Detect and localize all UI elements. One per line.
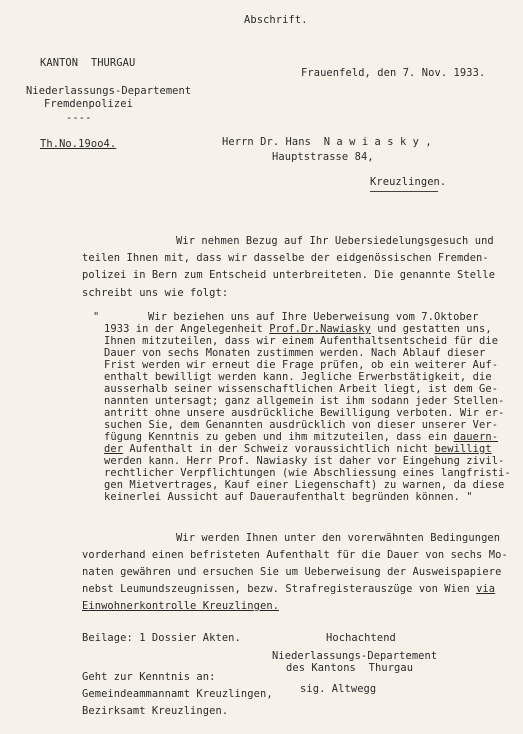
quote-line: Ihnen mitzuteilen, dass wir einem Aufenthaltsentscheid für die (104, 335, 499, 347)
closing-line: naten gewähren und ersuchen Sie um Ueberweisung der Ausweispapiere (82, 566, 502, 578)
closing-line: Einwohnerkontrolle Kreuzlingen. (82, 600, 280, 612)
department-name: Niederlassungs-Departement (26, 85, 192, 97)
reference-number: Th.No.19oo4. (40, 138, 117, 150)
quote-line: nannten untersagt; ganz allgemein ist ihm sodann jeder Stellen- (104, 395, 505, 407)
signature-canton: des Kantons Thurgau (286, 662, 414, 674)
intro-line: Wir nehmen Bezug auf Ihr Uebersiedelungsgesuch und (176, 235, 494, 247)
quote-line: enthalt bewilligt werden kann. Jegliche Erwerbstätigkeit, die (104, 371, 492, 383)
quote-line: der Aufenthalt in der Schweiz voraussichtlich nicht bewilligt (104, 443, 492, 455)
intro-line: teilen Ihnen mit, dass wir dasselbe der eidgenössischen Fremden- (82, 252, 489, 264)
quote-line: rechtlicher Verpflichtungen (wie Abschliessung eines langfristi- (104, 467, 511, 479)
signature: sig. Altwegg (300, 683, 377, 695)
intro-line: polizei in Bern zum Entscheid unterbreiteten. Die genannte Stelle (82, 269, 496, 281)
quote-line: 1933 in der Angelegenheit Prof.Dr.Nawiasky und gestatten uns, (104, 323, 492, 335)
salutation: Hochachtend (326, 632, 396, 644)
city-underline (370, 191, 438, 192)
quote-line: Frist werden wir erneut die Frage prüfen, ob ein weiterer Auf- (104, 359, 499, 371)
closing-line: Wir werden Ihnen unter den vorerwähnten Bedingungen (176, 532, 501, 544)
signature-department: Niederlassungs-Departement (272, 650, 438, 662)
quote-line: antritt ohne unsere ausdrückliche Bewilligung verboten. Wir er- (104, 407, 505, 419)
quote-line: fügung Kenntnis zu geben und ihm mitzuteilen, dass ein dauern- (104, 431, 499, 443)
cc-title: Geht zur Kenntnis an: (82, 671, 216, 683)
cc-recipient: Gemeindeammannamt Kreuzlingen, (82, 688, 273, 700)
quote-line: Wir beziehen uns auf Ihre Ueberweisung vom 7.Oktober (148, 311, 479, 323)
quote-line: ausserhalb seiner wissenschaftlichen Arbeit liegt, ist dem Ge- (104, 383, 499, 395)
canton-label: KANTON THURGAU (40, 57, 136, 69)
dash-separator: ---- (66, 112, 92, 124)
quote-line: suchen Sie, dem Genannten ausdrücklich von dieser unserer Ver- (104, 419, 499, 431)
recipient-name: Herrn Dr. Hans N a w i a s k y , (222, 136, 432, 148)
enclosure-note: Beilage: 1 Dossier Akten. (82, 632, 241, 644)
place-date: Frauenfeld, den 7. Nov. 1933. (301, 67, 486, 79)
quote-line: gen Mietvertrages, Kauf einer Liegenschaft) zu warnen, da diese (104, 479, 505, 491)
cc-recipient: Bezirksamt Kreuzlingen. (82, 705, 229, 717)
division-name: Fremdenpolizei (44, 98, 133, 110)
recipient-city: Kreuzlingen. (370, 176, 447, 188)
intro-line: schreibt uns wie folgt: (82, 287, 229, 299)
recipient-street: Hauptstrasse 84, (272, 151, 374, 163)
document-title: Abschrift. (244, 14, 308, 26)
quote-line: Dauer von sechs Monaten zustimmen werden. Nach Ablauf dieser (104, 347, 486, 359)
opening-quote-mark: " (93, 311, 100, 323)
closing-line: nebst Leumundszeugnissen, bezw. Strafregisterauszüge von Wien via (82, 583, 496, 595)
closing-line: vorderhand einen befristeten Aufenthalt für die Dauer von sechs Mo- (82, 549, 508, 561)
quote-line: werden kann. Herr Prof. Nawiasky ist daher vor Eingehung zivil- (104, 455, 505, 467)
quote-line: keinerlei Aussicht auf Daueraufenthalt begründen können. " (104, 491, 473, 503)
